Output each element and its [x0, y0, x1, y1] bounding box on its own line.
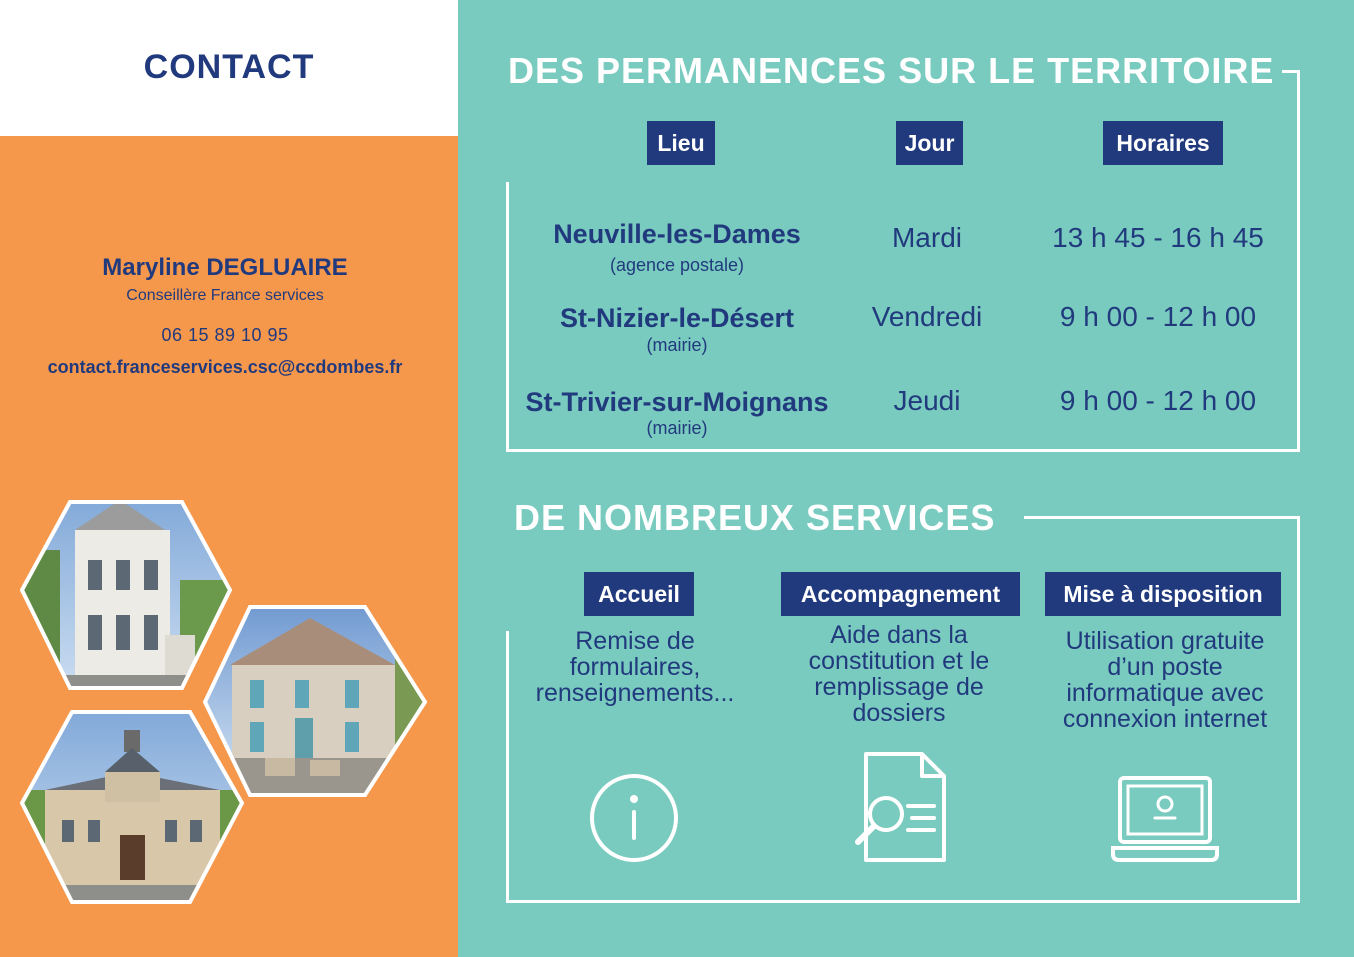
laptop-user-icon	[1110, 774, 1220, 864]
row-2-day: Vendredi	[871, 301, 983, 332]
row-3-day: Jeudi	[893, 385, 961, 416]
service-accompagnement-description: Aide dans la constitution et le remplissage de dossiers	[808, 621, 990, 727]
service-accompagnement-label: Accompagnement	[781, 572, 1020, 616]
document-search-icon	[850, 750, 950, 866]
frame-bottom	[506, 449, 1300, 452]
service-mise-a-disposition-label: Mise à disposition	[1045, 572, 1281, 616]
contact-title: CONTACT	[143, 48, 315, 86]
row-3-note: (mairie)	[646, 418, 708, 438]
row-2-place: St-Nizier-le-Désert	[559, 303, 795, 333]
row-1-hours: 13 h 45 - 16 h 45	[1052, 222, 1264, 253]
permanences-title: DES PERMANENCES SUR LE TERRITOIRE	[508, 50, 1275, 91]
services-frame-left	[506, 631, 509, 903]
header-lieu: Lieu	[647, 121, 715, 165]
advisor-phone: 06 15 89 10 95	[161, 325, 289, 345]
services-title: DE NOMBREUX SERVICES	[514, 497, 996, 538]
row-2-note: (mairie)	[646, 335, 708, 355]
row-1-day: Mardi	[891, 222, 962, 253]
advisor-role: Conseillère France services	[126, 287, 324, 304]
row-1-place: Neuville-les-Dames	[553, 219, 801, 249]
photo-nizier-building	[200, 600, 435, 803]
services-frame-bottom	[506, 900, 1300, 903]
row-3-hours: 9 h 00 - 12 h 00	[1059, 385, 1257, 416]
header-jour: Jour	[896, 121, 963, 165]
service-accueil-description: Remise de formulaires, renseignements...	[535, 627, 735, 707]
photo-trivier-building	[10, 705, 250, 905]
service-accueil-label: Accueil	[584, 572, 694, 616]
row-3-place: St-Trivier-sur-Moignans	[525, 387, 829, 417]
frame-left	[506, 182, 509, 452]
header-horaires: Horaires	[1103, 121, 1223, 165]
advisor-name: Maryline DEGLUAIRE	[102, 254, 348, 281]
photo-neuville-building	[10, 490, 250, 700]
services-frame-top	[1024, 516, 1300, 519]
advisor-email: contact.franceservices.csc@ccdombes.fr	[47, 357, 403, 377]
services-frame-right	[1297, 516, 1300, 903]
service-mise-a-disposition-description: Utilisation gratuite d’un poste informatique avec connexion internet	[1062, 627, 1268, 733]
row-2-hours: 9 h 00 - 12 h 00	[1059, 301, 1257, 332]
town-hall-photos	[10, 490, 440, 920]
row-1-note: (agence postale)	[609, 255, 745, 275]
info-icon	[588, 772, 680, 864]
